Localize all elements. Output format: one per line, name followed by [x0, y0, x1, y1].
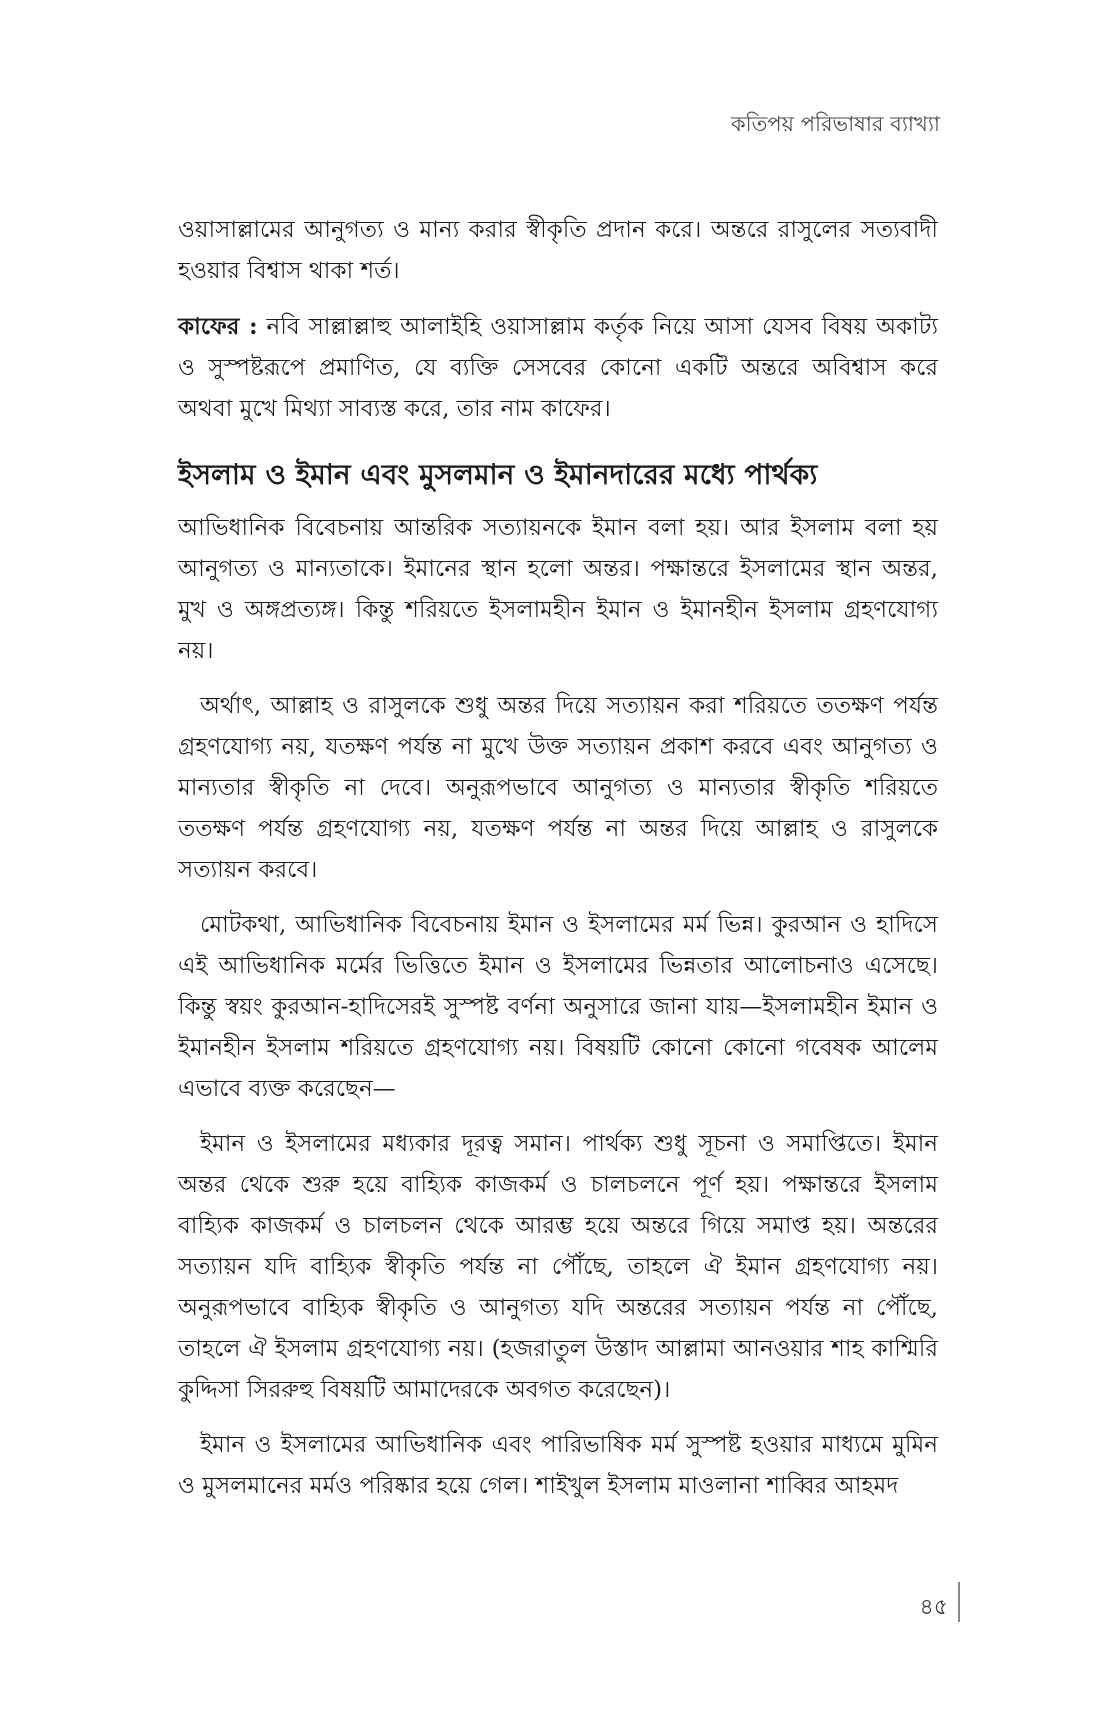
paragraph-explanation: অর্থাৎ, আল্লাহ ও রাসুলকে শুধু অন্তর দিয়ে সত্যায়ন করা শরিয়তে ততক্ষণ পর্যন্ত গ্রহণযোগ্য নয়, যতক্ষণ পর্যন্ত না মুখে উক্ত সত্যায়ন প্রকাশ করবে এবং আনুগত্য ও মান্যতার স্বীকৃতি না দেবে। অনুরূপভাবে আনুগত্য ও মান্যতার স্বীকৃতি শরিয়তে ততক্ষণ পর্যন্ত গ্রহণযোগ্য নয়, যতক্ষণ পর্যন্ত না অন্তর দিয়ে আল্লাহ ও রাসুলকে সত্যায়ন করবে। — [178, 693, 938, 883]
term-kafer: কাফের : — [178, 313, 258, 340]
page-number: ৪৫ — [919, 1595, 948, 1620]
paragraph-quotation: ইমান ও ইসলামের মধ্যকার দূরত্ব সমান। পার্থক্য শুধু সূচনা ও সমাপ্তিতে। ইমান অন্তর থেকে শুরু হয়ে বাহ্যিক কাজকর্ম ও চালচলনে পূর্ণ হয়। পক্ষান্তরে ইসলাম বাহ্যিক কাজকর্ম ও চালচলন থেকে আরম্ভ হয়ে অন্তরে গিয়ে সমাপ্ত হয়। অন্তরের সত্যায়ন যদি বাহ্যিক স্বীকৃতি পর্যন্ত না পৌঁছে, তাহলে ঐ ইমান গ্রহণযোগ্য নয়। অনুরূপভাবে বাহ্যিক স্বীকৃতি ও আনুগত্য যদি অন্তরের সত্যায়ন পর্যন্ত না পৌঁছে, তাহলে ঐ ইসলাম গ্রহণযোগ্য নয়। (হজরাতুল উস্তাদ আল্লামা আনওয়ার শাহ কাশ্মিরি কুদ্দিসা সিররুহু বিষয়টি আমাদেরকে অবগত করেছেন)। — [178, 1131, 938, 1403]
page-number-rule — [958, 1582, 960, 1622]
paragraph-continuation: ওয়াসাল্লামের আনুগত্য ও মান্য করার স্বীকৃতি প্রদান করে। অন্তরে রাসুলের সত্যবাদী হওয়ার বিশ্বাস থাকা শর্ত। — [178, 217, 938, 284]
paragraph-lexical-meaning: আভিধানিক বিবেচনায় আন্তরিক সত্যায়নকে ইমান বলা হয়। আর ইসলাম বলা হয় আনুগত্য ও মান্যতাকে। ইমানের স্থান হলো অন্তর। পক্ষান্তরে ইসলামের স্থান অন্তর, মুখ ও অঙ্গপ্রত্যঙ্গ। কিন্তু শরিয়তে ইসলামহীন ইমান ও ইমানহীন ইসলাম গ্রহণযোগ্য নয়। — [178, 515, 938, 664]
page-body — [178, 210, 938, 1521]
paragraph-kafer-definition — [178, 306, 938, 430]
paragraph-summary: মোটকথা, আভিধানিক বিবেচনায় ইমান ও ইসলামের মর্ম ভিন্ন। কুরআন ও হাদিসে এই আভিধানিক মর্মের ভিত্তিতে ইমান ও ইসলামের ভিন্নতার আলোচনাও এসেছে। কিন্তু স্বয়ং কুরআন-হাদিসেরই সুস্পষ্ট বর্ণনা অনুসারে জানা যায়—ইসলামহীন ইমান ও ইমানহীন ইসলাম শরিয়তে গ্রহণযোগ্য নয়। বিষয়টি কোনো কোনো গবেষক আলেম এভাবে ব্যক্ত করেছেন— — [178, 912, 938, 1102]
paragraph-mumin-muslim: ইমান ও ইসলামের আভিধানিক এবং পারিভাষিক মর্ম সুস্পষ্ট হওয়ার মাধ্যমে মুমিন ও মুসলমানের মর্মও পরিষ্কার হয়ে গেল। শাইখুল ইসলাম মাওলানা শাব্বির আহমদ — [178, 1432, 938, 1499]
running-head: কতিপয় পরিভাষার ব্যাখ্যা — [730, 112, 940, 136]
definition-kafer: নবি সাল্লাল্লাহু আলাইহি ওয়াসাল্লাম কর্তৃক নিয়ে আসা যেসব বিষয় অকাট্য ও সুস্পষ্টরূপে প্রমাণিত, যে ব্যক্তি সেসবের কোনো একটি অন্তরে অবিশ্বাস করে অথবা মুখে মিথ্যা সাব্যস্ত করে, তার নাম কাফের। — [178, 314, 939, 422]
section-heading: ইসলাম ও ইমান এবং মুসলমান ও ইমানদারের মধ্যে পার্থক্য — [178, 458, 818, 491]
